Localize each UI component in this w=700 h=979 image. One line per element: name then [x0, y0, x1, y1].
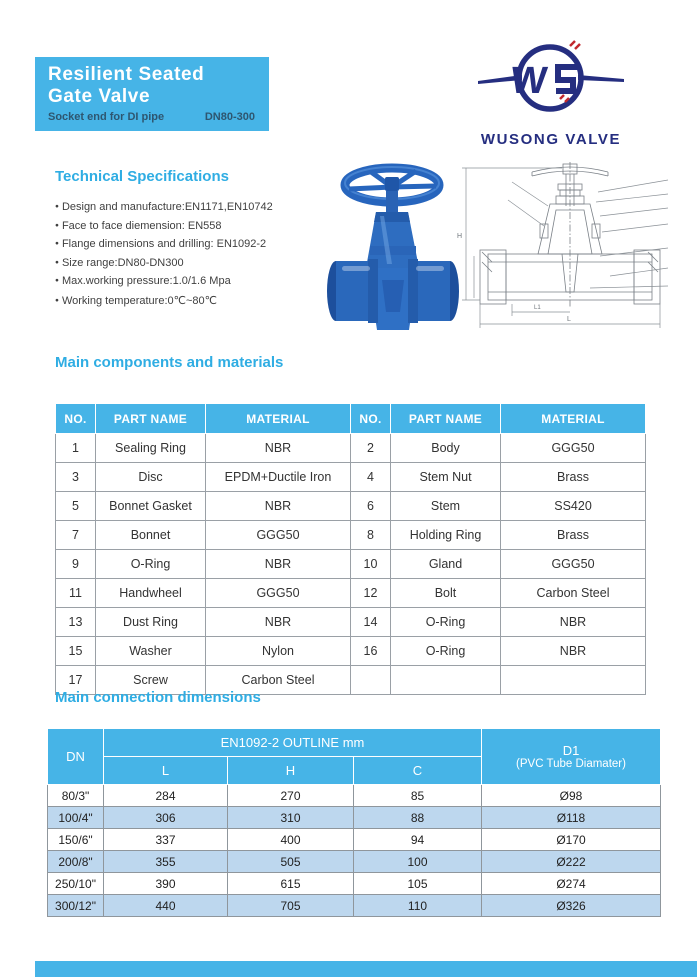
title-line-1: Resilient Seated — [48, 64, 205, 85]
column-header-h: H — [228, 757, 354, 785]
cell: NBR — [206, 550, 351, 579]
cell: 400 — [228, 829, 354, 851]
cell: 94 — [354, 829, 482, 851]
cell: 10 — [351, 550, 391, 579]
cell: Sealing Ring — [96, 434, 206, 463]
column-header-d1 — [482, 729, 661, 785]
cell — [351, 666, 391, 695]
cell: 284 — [104, 785, 228, 807]
cell: 310 — [228, 807, 354, 829]
cell: GGG50 — [501, 434, 646, 463]
dim-label-h: H — [457, 233, 463, 240]
cell: 80/3" — [48, 785, 104, 807]
d1-sublabel: (PVC Tube Diamater) — [516, 758, 626, 770]
cell: EPDM+Ductile Iron — [206, 463, 351, 492]
table-row — [48, 785, 661, 807]
cell: 1 — [56, 434, 96, 463]
list-item: ● Max.working pressure:1.0/1.6 Mpa — [55, 275, 330, 287]
cell: 300/12" — [48, 895, 104, 917]
cell: Bonnet — [96, 521, 206, 550]
cell: O-Ring — [391, 637, 501, 666]
page-title — [48, 64, 257, 108]
dim-label-l: L — [567, 316, 571, 323]
table-header-row — [56, 404, 646, 434]
cell: 14 — [351, 608, 391, 637]
cell: Body — [391, 434, 501, 463]
subtitle-text: Socket end for DI pipe — [48, 111, 165, 123]
footer-accent-bar — [35, 961, 697, 977]
cell: Holding Ring — [391, 521, 501, 550]
cell: 3 — [56, 463, 96, 492]
cell: Stem — [391, 492, 501, 521]
cell: Brass — [501, 521, 646, 550]
valve-photo — [323, 160, 465, 340]
cell: Ø326 — [482, 895, 661, 917]
cell: Carbon Steel — [501, 579, 646, 608]
cell: NBR — [501, 608, 646, 637]
cell: 200/8" — [48, 851, 104, 873]
cell: 337 — [104, 829, 228, 851]
cell: 85 — [354, 785, 482, 807]
list-item: ● Working temperature:0℃~80℃ — [55, 294, 330, 307]
list-item: ● Flange dimensions and drilling: EN1092-2 — [55, 238, 330, 250]
cell: Washer — [96, 637, 206, 666]
dimensions-table — [47, 728, 661, 917]
table-row — [56, 550, 646, 579]
cell: Ø118 — [482, 807, 661, 829]
column-header-group: EN1092-2 OUTLINE mm — [104, 729, 482, 757]
cell: Ø222 — [482, 851, 661, 873]
cell: Brass — [501, 463, 646, 492]
dim-label-l1: L1 — [534, 305, 541, 311]
cell: Bonnet Gasket — [96, 492, 206, 521]
column-header-c: C — [354, 757, 482, 785]
cell: NBR — [206, 434, 351, 463]
brand-name: WUSONG VALVE — [480, 131, 622, 148]
cell: 150/6" — [48, 829, 104, 851]
cell: NBR — [501, 637, 646, 666]
cell: 16 — [351, 637, 391, 666]
table-row — [48, 851, 661, 873]
cell: 270 — [228, 785, 354, 807]
cell: NBR — [206, 608, 351, 637]
list-item: ● Design and manufacture:EN1171,EN10742 — [55, 201, 330, 213]
cell: SS420 — [501, 492, 646, 521]
cell: 4 — [351, 463, 391, 492]
cell: 105 — [354, 873, 482, 895]
table-row — [56, 492, 646, 521]
cell: 100/4" — [48, 807, 104, 829]
cell: 12 — [351, 579, 391, 608]
cell: 2 — [351, 434, 391, 463]
cell: NBR — [206, 492, 351, 521]
cell: 705 — [228, 895, 354, 917]
cell: Ø274 — [482, 873, 661, 895]
brand-logo — [466, 33, 636, 148]
column-header: NO. — [351, 404, 391, 434]
column-header: PART NAME — [391, 404, 501, 434]
cell: Handwheel — [96, 579, 206, 608]
cell: 13 — [56, 608, 96, 637]
cell: 9 — [56, 550, 96, 579]
table-row — [56, 579, 646, 608]
column-header: PART NAME — [96, 404, 206, 434]
cell: 88 — [354, 807, 482, 829]
column-header: MATERIAL — [501, 404, 646, 434]
cell: 15 — [56, 637, 96, 666]
cell: 100 — [354, 851, 482, 873]
cell: 440 — [104, 895, 228, 917]
cell: 11 — [56, 579, 96, 608]
column-header: MATERIAL — [206, 404, 351, 434]
column-header-dn: DN — [48, 729, 104, 785]
table-row — [56, 463, 646, 492]
cell: 17 — [56, 666, 96, 695]
table-row — [48, 807, 661, 829]
cell: Stem Nut — [391, 463, 501, 492]
valve-section-drawing — [450, 156, 690, 346]
table-row — [48, 829, 661, 851]
cell — [501, 666, 646, 695]
list-item: ● Face to face diemension: EN558 — [55, 220, 330, 232]
table-row — [56, 434, 646, 463]
cell: 110 — [354, 895, 482, 917]
cell: Bolt — [391, 579, 501, 608]
column-header-l: L — [104, 757, 228, 785]
cell: 390 — [104, 873, 228, 895]
cell: GGG50 — [206, 579, 351, 608]
table-row — [56, 521, 646, 550]
cell: Nylon — [206, 637, 351, 666]
cell: Disc — [96, 463, 206, 492]
cell: 306 — [104, 807, 228, 829]
cell: Ø98 — [482, 785, 661, 807]
logo-monogram: W — [508, 60, 550, 102]
cell: 8 — [351, 521, 391, 550]
cell: 505 — [228, 851, 354, 873]
dimensions-heading: Main connection dimensions — [55, 689, 261, 706]
table-row — [48, 895, 661, 917]
size-range-text: DN80-300 — [204, 111, 255, 123]
cell: O-Ring — [391, 608, 501, 637]
header-box — [35, 57, 269, 131]
cell: 615 — [228, 873, 354, 895]
cell: Dust Ring — [96, 608, 206, 637]
components-heading: Main components and materials — [55, 354, 284, 371]
tech-specs-heading: Technical Specifications — [55, 168, 229, 185]
table-row — [56, 637, 646, 666]
list-item: ● Size range:DN80-DN300 — [55, 257, 330, 269]
header-subtitle — [48, 111, 257, 123]
table-row — [56, 608, 646, 637]
cell: Gland — [391, 550, 501, 579]
tech-specs-list — [55, 201, 330, 313]
cell: Screw — [96, 666, 206, 695]
cell: GGG50 — [206, 521, 351, 550]
cell: 355 — [104, 851, 228, 873]
table-header-row — [48, 729, 661, 757]
d1-label: D1 — [562, 743, 580, 758]
cell: 5 — [56, 492, 96, 521]
title-line-2: Gate Valve — [48, 86, 151, 107]
column-header: NO. — [56, 404, 96, 434]
cell: Carbon Steel — [206, 666, 351, 695]
cell: 7 — [56, 521, 96, 550]
wusong-logo-icon — [466, 33, 636, 125]
cell: GGG50 — [501, 550, 646, 579]
cell: 250/10" — [48, 873, 104, 895]
components-table — [55, 403, 646, 695]
cell — [391, 666, 501, 695]
cell: Ø170 — [482, 829, 661, 851]
table-row — [48, 873, 661, 895]
cell: 6 — [351, 492, 391, 521]
cell: O-Ring — [96, 550, 206, 579]
